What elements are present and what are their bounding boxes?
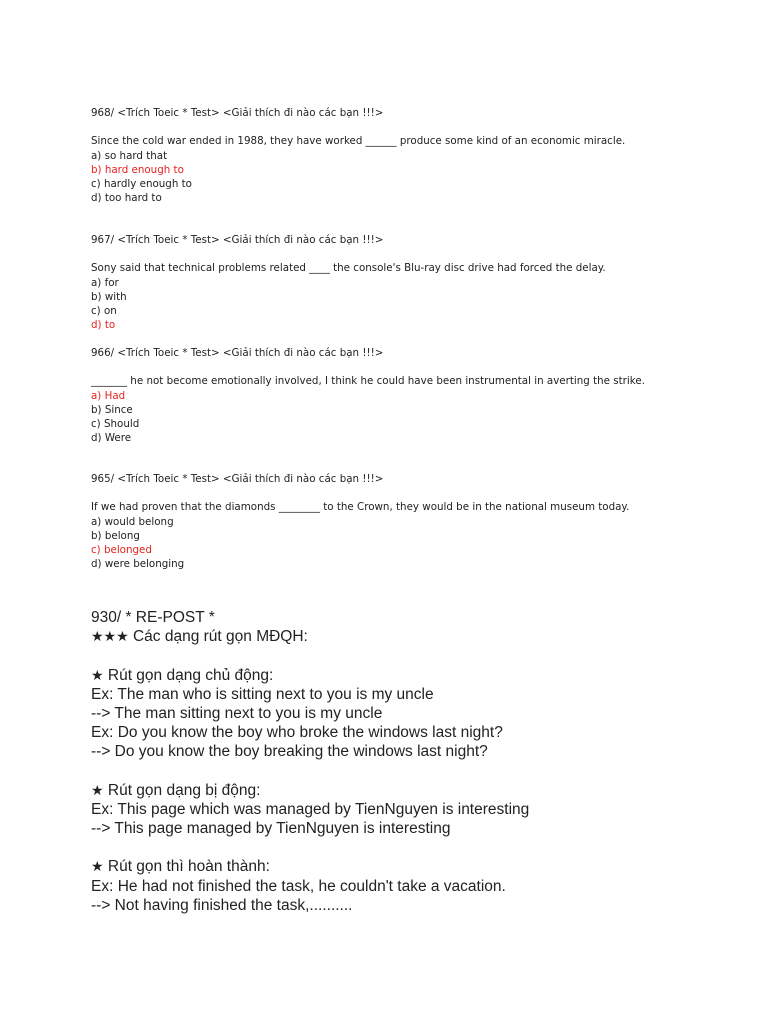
question-header: 967/ <Trích Toeic * Test> <Giải thích đi nào các bạn !!!> — [91, 234, 384, 246]
option-c: c) on — [91, 304, 117, 317]
option-d: d) Were — [91, 432, 132, 445]
question-text: _______ he not become emotionally involved, I think he could have been instrumental in averting the strike. — [91, 375, 645, 388]
repost-title: 930/ * RE-POST * — [91, 609, 215, 626]
three-star-icon: ★★★ — [91, 629, 129, 646]
question-header: 968/ <Trích Toeic * Test> <Giải thích đi nào các bạn !!!> — [91, 107, 384, 119]
example-line: --> The man sitting next to you is my uncle — [91, 704, 383, 722]
example-line: Ex: He had not finished the task, he couldn't take a vacation. — [91, 877, 506, 895]
repost-section — [91, 608, 751, 915]
option-b: b) Since — [91, 403, 133, 416]
example-line: Ex: Do you know the boy who broke the windows last night? — [91, 724, 503, 742]
section-heading-passive: ★ Rút gọn dạng bị động: — [91, 781, 261, 799]
example-line: Ex: This page which was managed by TienNguyen is interesting — [91, 800, 530, 818]
question-header: 966/ <Trích Toeic * Test> <Giải thích đi nào các bạn !!!> — [91, 347, 384, 359]
question-text: Sony said that technical problems related ____ the console's Blu-ray disc drive had forced the delay. — [91, 262, 606, 275]
question-header: 965/ <Trích Toeic * Test> <Giải thích đi nào các bạn !!!> — [91, 473, 384, 485]
section-heading-active: ★ Rút gọn dạng chủ động: — [91, 666, 274, 684]
example-line: Ex: The man who is sitting next to you is my uncle — [91, 685, 434, 703]
option-a: a) so hard that — [91, 149, 168, 162]
option-a: a) for — [91, 276, 119, 289]
option-d-answer: d) to — [91, 319, 116, 332]
option-a-answer: a) Had — [91, 389, 126, 402]
example-line: --> Do you know the boy breaking the windows last night? — [91, 743, 488, 761]
example-line: --> This page managed by TienNguyen is interesting — [91, 820, 451, 838]
option-d: d) were belonging — [91, 558, 185, 571]
option-c: c) hardly enough to — [91, 177, 192, 190]
star-icon: ★ — [91, 782, 104, 799]
star-icon: ★ — [91, 859, 104, 876]
example-line: --> Not having finished the task,.......... — [91, 896, 353, 914]
option-a: a) would belong — [91, 515, 174, 528]
question-block-965 — [91, 472, 751, 571]
option-c-answer: c) belonged — [91, 543, 152, 556]
question-block-968 — [91, 106, 751, 205]
question-block-966 — [91, 346, 751, 445]
option-c: c) Should — [91, 417, 140, 430]
option-b: b) belong — [91, 529, 140, 542]
repost-subtitle: ★★★ Các dạng rút gọn MĐQH: — [91, 628, 308, 646]
star-icon: ★ — [91, 667, 104, 684]
question-text: If we had proven that the diamonds ________ to the Crown, they would be in the national museum today. — [91, 501, 630, 514]
question-block-967 — [91, 233, 751, 332]
option-b: b) with — [91, 290, 127, 303]
option-d: d) too hard to — [91, 192, 162, 205]
option-b-answer: b) hard enough to — [91, 163, 184, 176]
question-text: Since the cold war ended in 1988, they have worked ______ produce some kind of an economic miracle. — [91, 135, 626, 148]
section-heading-perfect: ★ Rút gọn thì hoàn thành: — [91, 858, 270, 876]
